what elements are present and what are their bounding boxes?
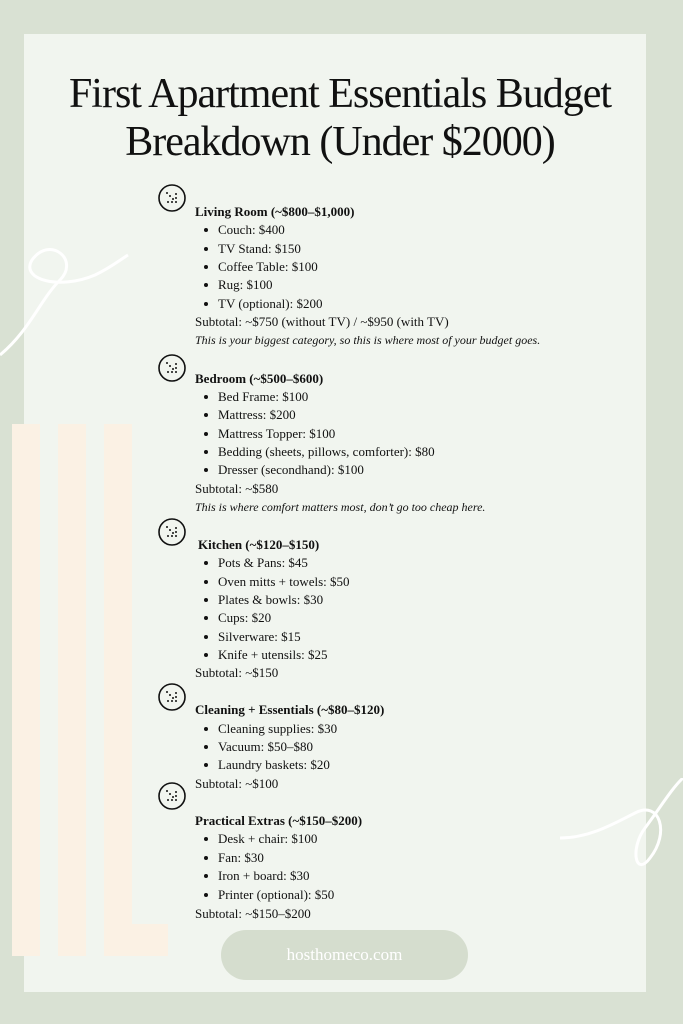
- list-item: Pots & Pans: $45: [218, 555, 308, 570]
- list-item: Iron + board: $30: [218, 868, 310, 883]
- living-room-subtotal: Subtotal: ~$750 (without TV) / ~$950 (with TV): [195, 314, 449, 329]
- arrow-circle-icon: [157, 353, 187, 383]
- list-item: Cups: $20: [218, 610, 272, 625]
- kitchen-heading: Kitchen (~$120–$150): [198, 537, 320, 552]
- list-item: Dresser (secondhand): $100: [218, 462, 364, 477]
- list-item: Vacuum: $50–$80: [218, 739, 313, 754]
- cleaning-heading: Cleaning + Essentials (~$80–$120): [195, 702, 385, 717]
- list-item: Mattress Topper: $100: [218, 426, 336, 441]
- swirl-right-decoration: [560, 778, 683, 888]
- list-item: Fan: $30: [218, 850, 264, 865]
- arrow-circle-icon: [157, 682, 187, 712]
- list-item: Desk + chair: $100: [218, 831, 318, 846]
- bedroom-subtotal: Subtotal: ~$580: [195, 481, 279, 496]
- living-room-note: This is your biggest category, so this is where most of your budget goes.: [195, 333, 541, 347]
- title-line-1: First Apartment Essentials Budget: [68, 71, 612, 117]
- swirl-left-decoration: [0, 240, 130, 360]
- list-item: Oven mitts + towels: $50: [218, 574, 350, 589]
- list-item: Laundry baskets: $20: [218, 757, 330, 772]
- list-item: TV (optional): $200: [218, 296, 323, 311]
- arrow-circle-icon: [157, 781, 187, 811]
- cleaning-subtotal: Subtotal: ~$100: [195, 776, 279, 791]
- list-item: Silverware: $15: [218, 629, 301, 644]
- list-item: Bedding (sheets, pillows, comforter): $80: [218, 444, 435, 459]
- page-title: [30, 70, 650, 166]
- decorative-stripes: [12, 424, 136, 956]
- list-item: Couch: $400: [218, 222, 285, 237]
- list-item: Plates & bowls: $30: [218, 592, 324, 607]
- title-line-2: Breakdown (Under $2000): [125, 119, 555, 165]
- list-item: Rug: $100: [218, 277, 273, 292]
- list-item: TV Stand: $150: [218, 241, 301, 256]
- list-item: Bed Frame: $100: [218, 389, 309, 404]
- arrow-circle-icon: [157, 183, 187, 213]
- bedroom-heading: Bedroom (~$500–$600): [195, 371, 324, 386]
- list-item: Cleaning supplies: $30: [218, 721, 338, 736]
- living-room-heading: Living Room (~$800–$1,000): [195, 204, 355, 219]
- list-item: Coffee Table: $100: [218, 259, 318, 274]
- list-item: Printer (optional): $50: [218, 887, 335, 902]
- bedroom-note: This is where comfort matters most, don’t go too cheap here.: [195, 500, 486, 514]
- list-item: Mattress: $200: [218, 407, 296, 422]
- list-item: Knife + utensils: $25: [218, 647, 328, 662]
- practical-extras-subtotal: Subtotal: ~$150–$200: [195, 906, 311, 921]
- practical-extras-heading: Practical Extras (~$150–$200): [195, 813, 363, 828]
- website-link[interactable]: hosthomeco.com: [221, 930, 468, 980]
- arrow-circle-icon: [157, 517, 187, 547]
- kitchen-subtotal: Subtotal: ~$150: [195, 665, 279, 680]
